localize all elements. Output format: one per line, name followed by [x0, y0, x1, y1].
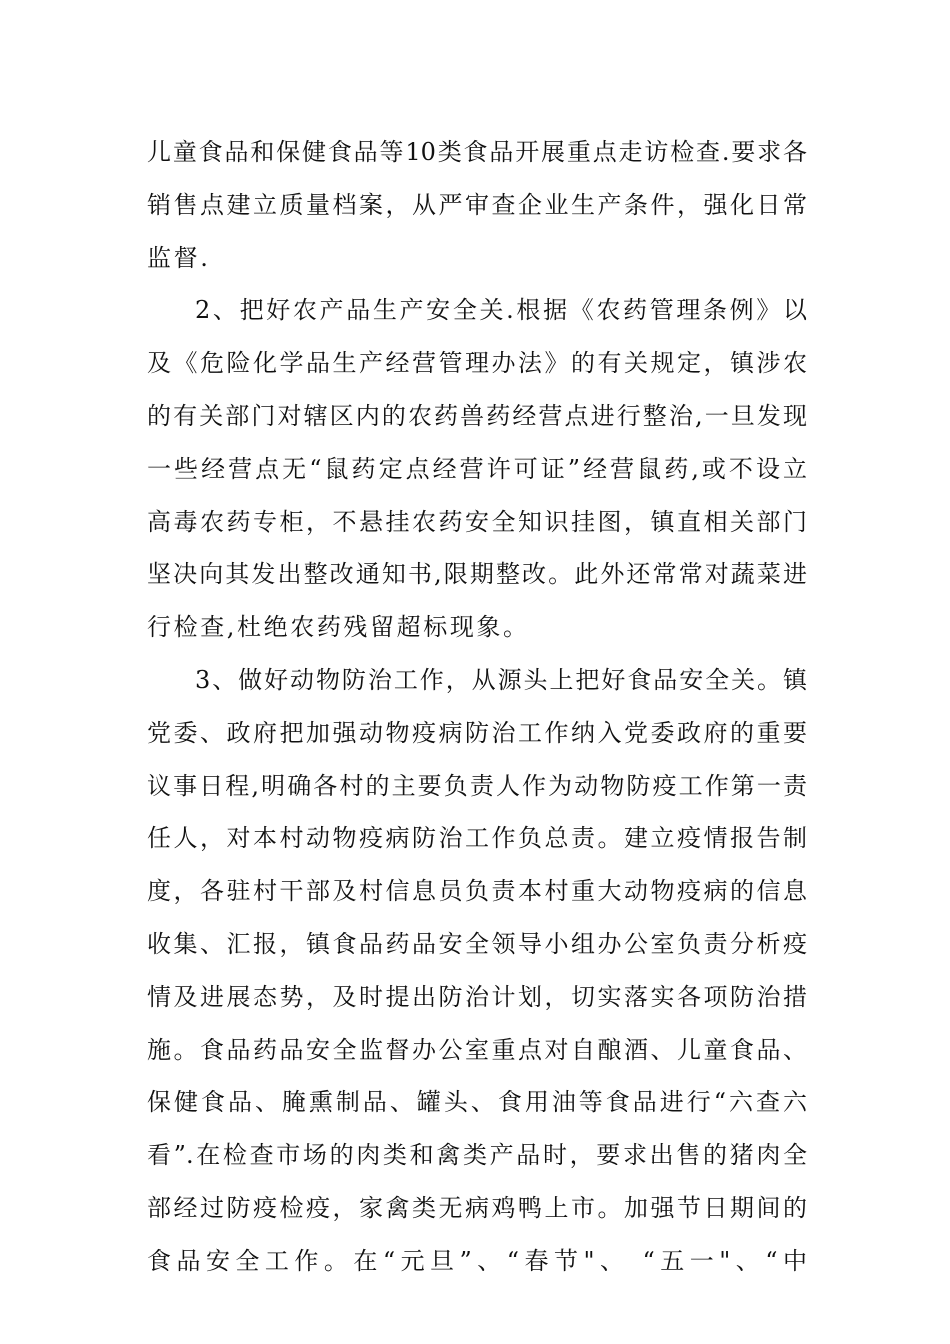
text-line: 度，各驻村干部及村信息员负责本村重大动物疫病的信息 — [147, 877, 807, 906]
text-line: 任人，对本村动物疫病防治工作负总责。建立疫情报告制 — [147, 824, 807, 853]
document-body — [147, 126, 807, 1288]
text-line: 保健食品、腌熏制品、罐头、食用油等食品进行“六查六 — [147, 1088, 807, 1117]
text-line: 看”.在检查市场的肉类和禽类产品时，要求出售的猪肉全 — [147, 1141, 807, 1170]
text-line: 收集、汇报，镇食品药品安全领导小组办公室负责分析疫 — [147, 929, 807, 958]
text-line: 一些经营点无“鼠药定点经营许可证”经营鼠药,或不设立 — [147, 454, 807, 483]
text-line: 部经过防疫检疫，家禽类无病鸡鸭上市。加强节日期间的 — [147, 1193, 807, 1222]
text-line: 及《危险化学品生产经营管理办法》的有关规定，镇涉农 — [147, 349, 807, 378]
text-line: 施。食品药品安全监督办公室重点对自酿酒、儿童食品、 — [147, 1035, 807, 1064]
paragraph-start-line: 2、把好农产品生产安全关.根据《农药管理条例》以 — [195, 296, 807, 325]
text-line: 党委、政府把加强动物疫病防治工作纳入党委政府的重要 — [147, 718, 807, 747]
paragraph-start-line: 3、做好动物防治工作，从源头上把好食品安全关。镇 — [195, 665, 807, 694]
text-line: 的有关部门对辖区内的农药兽药经营点进行整治,一旦发现 — [147, 401, 807, 430]
text-line: 情及进展态势，及时提出防治计划，切实落实各项防治措 — [147, 982, 807, 1011]
text-line: 销售点建立质量档案，从严审查企业生产条件，强化日常 — [147, 190, 807, 219]
text-line: 高毒农药专柜，不悬挂农药安全知识挂图，镇直相关部门 — [147, 507, 807, 536]
text-line: 监督. — [147, 243, 211, 272]
text-line: 行检查,杜绝农药残留超标现象。 — [147, 613, 530, 642]
text-line: 食品安全工作。在“元旦”、“春节"、 “五一"、“中 — [147, 1246, 807, 1275]
text-line: 议事日程,明确各村的主要负责人作为动物防疫工作第一责 — [147, 771, 807, 800]
text-line: 儿童食品和保健食品等10类食品开展重点走访检查.要求各 — [147, 138, 807, 166]
text-line: 坚决向其发出整改通知书,限期整改。此外还常常对蔬菜进 — [147, 560, 807, 589]
